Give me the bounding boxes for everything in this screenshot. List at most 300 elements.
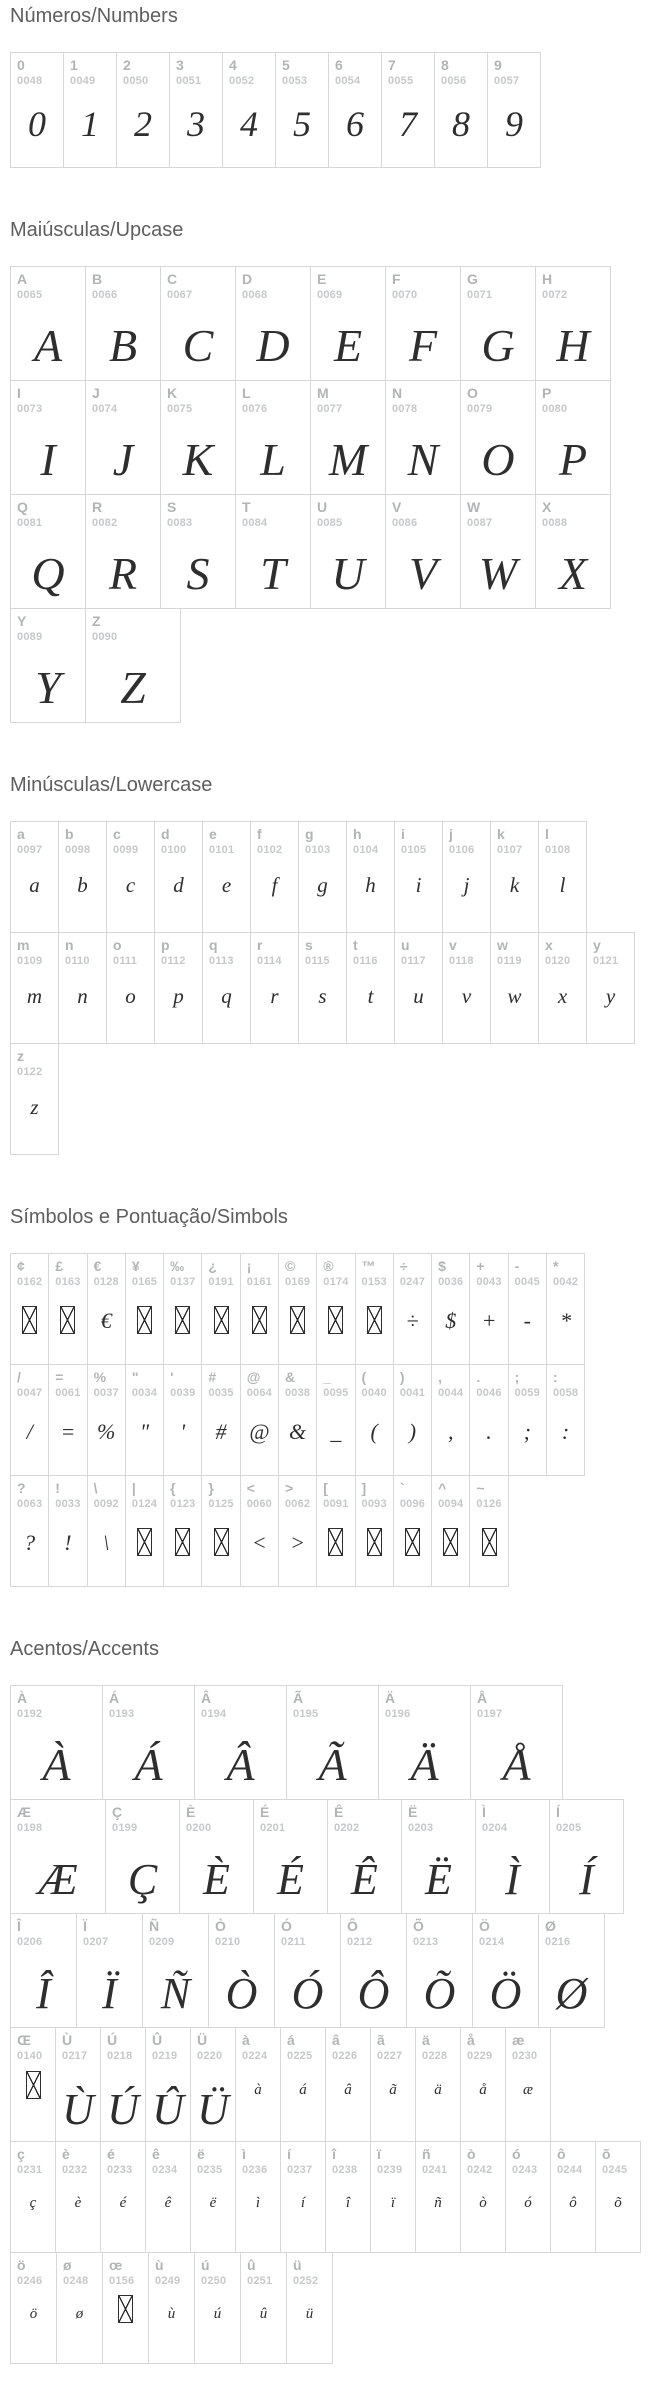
cell-code-label: 0041: [399, 1387, 426, 1399]
cell-char-label: X: [542, 499, 552, 515]
cell-char-label: [: [323, 1480, 328, 1496]
cell-glyph: m: [26, 984, 43, 1008]
glyph-cell-0068: [235, 266, 311, 381]
cell-glyph: ó: [524, 2195, 532, 2211]
cell-glyph: 2: [134, 104, 152, 144]
cell-char-label: ì: [242, 2146, 246, 2162]
cell-code-label: 0087: [467, 517, 493, 529]
cell-code-label: 0227: [377, 2050, 403, 2062]
glyph-cell-0096: [393, 1475, 432, 1587]
cell-char-label: à: [242, 2032, 250, 2048]
cell-char-label: ©: [284, 1258, 296, 1274]
glyph-cell-0067: [160, 266, 236, 381]
glyph-cell-0216: [538, 1913, 605, 2028]
cell-code-label: 0201: [260, 1822, 286, 1834]
cell-char-label: /: [17, 1369, 21, 1385]
cell-char-label: k: [497, 826, 505, 842]
cell-char-label: ®: [323, 1258, 334, 1274]
glyph-cell-0042: [546, 1253, 585, 1365]
glyph-cell-0247: [393, 1253, 432, 1365]
cell-char-label: É: [260, 1804, 270, 1820]
cell-code-label: 0040: [361, 1387, 387, 1399]
missing-glyph-box: [55, 1289, 80, 1364]
notdef-icon: [175, 1528, 190, 1556]
glyph-cell-0093: [355, 1475, 394, 1587]
glyph-cell-0204: [475, 1799, 550, 1914]
cell-char-label: 7: [388, 57, 396, 73]
cell-code-label: 0070: [392, 289, 418, 301]
cell-code-label: 0075: [167, 403, 193, 415]
glyph-cell-0061: [48, 1364, 87, 1476]
glyph-cell-0045: [508, 1253, 547, 1365]
cell-glyph: À: [42, 1739, 71, 1790]
cell-glyph: v: [461, 984, 472, 1008]
cell-char-label: %: [93, 1369, 107, 1385]
cell-glyph: Ú: [107, 2085, 139, 2134]
cell-glyph: B: [108, 320, 138, 371]
cell-glyph: z: [30, 1095, 39, 1119]
cell-char-label: d: [161, 826, 170, 842]
glyph-cell-0192: [10, 1685, 103, 1800]
glyph-cell-0128: [87, 1253, 126, 1365]
cell-glyph: ): [408, 1419, 417, 1444]
cell-code-label: 0128: [93, 1276, 119, 1288]
cell-code-label: 0045: [514, 1276, 540, 1288]
glyph-cell-0053: [275, 52, 329, 168]
cell-code-label: 0161: [246, 1276, 272, 1288]
glyph-cell-0075: [160, 380, 236, 495]
glyph-cell-0062: [278, 1475, 317, 1587]
cell-glyph: A: [33, 320, 63, 371]
cell-glyph: f: [271, 873, 278, 897]
cell-char-label: ö: [17, 2257, 26, 2273]
cell-char-label: :: [552, 1369, 558, 1385]
glyph-cell-0224: [235, 2027, 281, 2142]
notdef-icon: [60, 1306, 75, 1334]
cell-code-label: 0118: [449, 955, 474, 967]
cell-code-label: 0156: [109, 2275, 135, 2287]
cell-glyph: K: [182, 434, 214, 485]
cell-code-label: 0065: [17, 289, 43, 301]
cell-char-label: Â: [201, 1690, 212, 1706]
glyph-cell-0230: [505, 2027, 551, 2142]
cell-glyph: ;: [523, 1419, 531, 1444]
cell-char-label: j: [449, 826, 453, 842]
cell-glyph: N: [407, 434, 439, 485]
glyph-cell-0110: [58, 932, 107, 1044]
cell-char-label: <: [246, 1480, 255, 1496]
cell-char-label: &: [284, 1369, 296, 1385]
glyph-cell-0239: [370, 2141, 416, 2253]
section-title: Números/Numbers: [10, 5, 178, 27]
cell-glyph: 3: [187, 104, 205, 144]
cell-glyph: Ì: [505, 1855, 520, 1904]
cell-char-label: r: [257, 937, 263, 953]
cell-code-label: 0102: [257, 844, 283, 856]
cell-code-label: 0123: [170, 1498, 196, 1510]
notdef-icon: [22, 1306, 37, 1334]
cell-glyph: à: [254, 2082, 262, 2098]
cell-char-label: B: [92, 271, 103, 287]
cell-char-label: =: [55, 1369, 64, 1385]
cell-code-label: 0206: [17, 1936, 43, 1948]
glyph-cell-0199: [105, 1799, 180, 1914]
cell-char-label: b: [65, 826, 74, 842]
cell-code-label: 0229: [467, 2050, 493, 2062]
missing-glyph-box: [476, 1511, 501, 1586]
glyph-cell-0226: [325, 2027, 371, 2142]
character-map: [10, 4, 661, 2364]
missing-glyph-box: [438, 1511, 463, 1586]
missing-glyph-box: [132, 1289, 157, 1364]
glyph-cell-0156: [102, 2252, 149, 2364]
cell-char-label: A: [17, 271, 28, 287]
cell-code-label: 0060: [246, 1498, 272, 1510]
cell-glyph: Ç: [127, 1855, 158, 1904]
cell-glyph: ú: [213, 2306, 222, 2322]
missing-glyph-box: [208, 1511, 233, 1586]
cell-char-label: s: [305, 937, 313, 953]
cell-glyph: ñ: [434, 2195, 442, 2211]
glyph-cell-0069: [310, 266, 386, 381]
cell-code-label: 0213: [413, 1936, 439, 1948]
cell-glyph: è: [74, 2195, 82, 2211]
cell-glyph: >: [290, 1530, 306, 1555]
cell-char-label: 6: [335, 57, 343, 73]
cell-code-label: 0109: [17, 955, 43, 967]
cell-glyph: Û: [152, 2085, 184, 2134]
missing-glyph-box: [208, 1289, 233, 1364]
cell-glyph: <: [251, 1530, 267, 1555]
cell-code-label: 0140: [17, 2050, 43, 2062]
cell-char-label: +: [476, 1258, 485, 1274]
cell-code-label: 0034: [131, 1387, 158, 1399]
section-title: Maiúsculas/Upcase: [10, 219, 184, 241]
glyph-cell-0241: [415, 2141, 461, 2253]
glyph-row: [10, 1475, 661, 1587]
cell-code-label: 0086: [392, 517, 418, 529]
cell-glyph: Ó: [291, 1969, 324, 2018]
cell-char-label: ^: [438, 1480, 447, 1496]
cell-glyph: q: [221, 984, 232, 1008]
cell-glyph: â: [344, 2082, 352, 2098]
glyph-cell-0071: [460, 266, 536, 381]
section-title: Símbolos e Pontuação/Simbols: [10, 1206, 288, 1228]
cell-glyph: S: [186, 548, 210, 599]
cell-code-label: 0207: [83, 1936, 109, 1948]
cell-char-label: 5: [282, 57, 290, 73]
cell-code-label: 0036: [438, 1276, 464, 1288]
cell-code-label: 0089: [17, 631, 43, 643]
cell-char-label: !: [55, 1480, 60, 1496]
cell-char-label: ü: [293, 2257, 302, 2273]
glyph-cell-0203: [401, 1799, 476, 1914]
cell-char-label: a: [17, 826, 25, 842]
cell-code-label: 0090: [92, 631, 118, 643]
cell-glyph: Å: [502, 1739, 531, 1790]
cell-char-label: Ì: [482, 1804, 486, 1820]
cell-char-label: ï: [377, 2146, 381, 2162]
cell-code-label: 0082: [92, 517, 118, 529]
glyph-cell-0169: [278, 1253, 317, 1365]
cell-char-label: i: [401, 826, 405, 842]
cell-glyph: r: [270, 984, 279, 1008]
glyph-cell-0236: [235, 2141, 281, 2253]
cell-code-label: 0097: [17, 844, 43, 856]
cell-char-label: m: [17, 937, 30, 953]
cell-glyph: ': [180, 1419, 186, 1444]
cell-code-label: 0062: [284, 1498, 311, 1510]
glyph-cell-0211: [274, 1913, 341, 2028]
cell-char-label: ô: [557, 2146, 566, 2162]
cell-glyph: Ñ: [160, 1969, 191, 2018]
cell-char-label: R: [92, 499, 103, 515]
cell-char-label: á: [287, 2032, 295, 2048]
cell-code-label: 0093: [361, 1498, 387, 1510]
cell-code-label: 0046: [476, 1387, 502, 1399]
cell-glyph: 4: [240, 104, 258, 144]
cell-char-label: n: [65, 937, 74, 953]
cell-char-label: Q: [17, 499, 28, 515]
cell-glyph: u: [413, 984, 424, 1008]
cell-char-label: Ô: [347, 1918, 358, 1934]
notdef-icon: [367, 1306, 382, 1334]
cell-glyph: Ê: [351, 1855, 378, 1904]
cell-glyph: $: [445, 1308, 457, 1333]
cell-glyph: (: [370, 1419, 378, 1444]
cell-glyph: Ø: [555, 1969, 588, 2018]
cell-code-label: 0063: [17, 1498, 43, 1510]
glyph-cell-0118: [442, 932, 491, 1044]
glyph-cell-0064: [240, 1364, 279, 1476]
cell-glyph: Á: [134, 1739, 163, 1790]
cell-code-label: 0117: [401, 955, 426, 967]
notdef-icon: [252, 1306, 267, 1334]
cell-code-label: 0226: [332, 2050, 358, 2062]
cell-char-label: Í: [556, 1804, 560, 1820]
cell-code-label: 0112: [161, 955, 186, 967]
cell-code-label: 0061: [55, 1387, 81, 1399]
cell-glyph: p: [173, 984, 184, 1008]
missing-glyph-box: [323, 1289, 348, 1364]
glyph-row: [10, 1799, 661, 1914]
cell-char-label: ò: [467, 2146, 476, 2162]
glyph-cell-0191: [201, 1253, 240, 1365]
cell-code-label: 0044: [438, 1387, 464, 1399]
cell-code-label: 0081: [17, 517, 43, 529]
glyph-cell-0038: [278, 1364, 317, 1476]
cell-char-label: q: [209, 937, 218, 953]
cell-char-label: f: [257, 826, 262, 842]
cell-code-label: 0111: [113, 955, 138, 967]
glyph-cell-0196: [378, 1685, 471, 1800]
missing-glyph-box: [132, 1511, 157, 1586]
missing-glyph-box: [17, 1289, 42, 1364]
glyph-cell-0074: [85, 380, 161, 495]
glyph-cell-0048: [10, 52, 64, 168]
cell-glyph: b: [77, 873, 88, 897]
cell-char-label: @: [246, 1369, 261, 1385]
cell-code-label: 0115: [305, 955, 330, 967]
cell-char-label: Ò: [215, 1918, 226, 1934]
glyph-cell-0122: [10, 1043, 59, 1155]
cell-code-label: 0244: [557, 2164, 583, 2176]
cell-char-label: Ù: [62, 2032, 73, 2048]
cell-code-label: 0088: [542, 517, 568, 529]
cell-char-label: y: [593, 937, 601, 953]
cell-code-label: 0073: [17, 403, 43, 415]
cell-char-label: x: [545, 937, 553, 953]
cell-code-label: 0072: [542, 289, 568, 301]
glyph-cell-0060: [240, 1475, 279, 1587]
cell-glyph: -: [523, 1308, 531, 1333]
glyph-cell-0214: [472, 1913, 539, 2028]
glyph-row: [10, 494, 661, 609]
cell-code-label: 0137: [170, 1276, 196, 1288]
cell-glyph: õ: [614, 2195, 622, 2211]
cell-code-label: 0119: [497, 955, 522, 967]
cell-char-label: ;: [514, 1369, 520, 1385]
cell-glyph: 8: [452, 104, 470, 144]
cell-glyph: Í: [579, 1855, 594, 1904]
cell-glyph: ": [139, 1419, 150, 1444]
cell-glyph: w: [507, 984, 522, 1008]
cell-code-label: 0250: [201, 2275, 227, 2287]
cell-char-label: I: [17, 385, 21, 401]
cell-glyph: æ: [522, 2082, 533, 2098]
cell-char-label: Á: [109, 1690, 120, 1706]
glyph-cell-0097: [10, 821, 59, 933]
glyph-cell-0219: [145, 2027, 191, 2142]
notdef-icon: [137, 1306, 152, 1334]
cell-glyph: È: [203, 1855, 230, 1904]
cell-code-label: 0037: [93, 1387, 119, 1399]
cell-code-label: 0074: [92, 403, 118, 415]
cell-code-label: 0218: [107, 2050, 133, 2062]
cell-code-label: 0228: [422, 2050, 448, 2062]
cell-code-label: 0057: [494, 75, 520, 87]
cell-code-label: 0248: [63, 2275, 89, 2287]
glyph-cell-0229: [460, 2027, 506, 2142]
missing-glyph-box: [362, 1289, 387, 1364]
cell-code-label: 0236: [242, 2164, 268, 2176]
glyph-cell-0083: [160, 494, 236, 609]
glyph-row: [10, 1685, 661, 1800]
cell-glyph: X: [558, 548, 588, 599]
cell-char-label: Û: [152, 2032, 163, 2048]
cell-char-label: W: [467, 499, 481, 515]
cell-glyph: .: [486, 1419, 492, 1444]
cell-char-label: K: [167, 385, 178, 401]
glyph-cell-0114: [250, 932, 299, 1044]
cell-glyph: M: [328, 434, 368, 485]
cell-glyph: Ù: [62, 2085, 94, 2134]
glyph-cell-0233: [100, 2141, 146, 2253]
glyph-cell-0040: [355, 1364, 394, 1476]
glyph-cell-0242: [460, 2141, 506, 2253]
missing-glyph-box: [285, 1289, 310, 1364]
cell-char-label: S: [167, 499, 177, 515]
glyph-cell-0111: [106, 932, 155, 1044]
cell-char-label: *: [552, 1258, 559, 1274]
cell-code-label: 0104: [353, 844, 379, 856]
cell-glyph: L: [260, 434, 286, 485]
notdef-icon: [214, 1306, 229, 1334]
cell-glyph: I: [40, 434, 56, 485]
cell-char-label: p: [161, 937, 170, 953]
cell-code-label: 0209: [149, 1936, 175, 1948]
cell-char-label: ]: [361, 1480, 367, 1496]
glyph-cell-0228: [415, 2027, 461, 2142]
glyph-cell-0089: [10, 608, 86, 723]
cell-code-label: 0069: [317, 289, 343, 301]
cell-char-label: ë: [197, 2146, 205, 2162]
cell-glyph: /: [26, 1419, 33, 1444]
cell-code-label: 0048: [17, 75, 43, 87]
notdef-icon: [137, 1528, 152, 1556]
cell-code-label: 0121: [593, 955, 619, 967]
glyph-row: [10, 1043, 661, 1155]
glyph-cell-0235: [190, 2141, 236, 2253]
cell-code-label: 0204: [482, 1822, 508, 1834]
glyph-cell-0090: [85, 608, 181, 723]
cell-glyph: n: [77, 984, 88, 1008]
cell-code-label: 0237: [287, 2164, 313, 2176]
cell-glyph: l: [559, 873, 566, 897]
cell-code-label: 0106: [449, 844, 475, 856]
cell-char-label: Å: [477, 1690, 488, 1706]
glyph-cell-0227: [370, 2027, 416, 2142]
glyph-cell-0070: [385, 266, 461, 381]
cell-code-label: 0083: [167, 517, 193, 529]
glyph-cell-0243: [505, 2141, 551, 2253]
glyph-cell-0201: [253, 1799, 328, 1914]
cell-glyph: 9: [505, 104, 523, 144]
cell-glyph: Æ: [38, 1855, 78, 1904]
glyph-cell-0207: [76, 1913, 143, 2028]
glyph-cell-0238: [325, 2141, 371, 2253]
cell-code-label: 0125: [208, 1498, 234, 1510]
cell-glyph: Y: [35, 662, 61, 713]
missing-glyph-box: [362, 1511, 387, 1586]
cell-char-label: 8: [441, 57, 449, 73]
glyph-cell-0033: [48, 1475, 87, 1587]
notdef-icon: [405, 1528, 420, 1556]
glyph-cell-0234: [145, 2141, 191, 2253]
cell-char-label: `: [399, 1480, 405, 1496]
cell-glyph: c: [125, 873, 136, 897]
notdef-icon: [443, 1528, 458, 1556]
cell-char-label: Ë: [408, 1804, 418, 1820]
glyph-cell-0100: [154, 821, 203, 933]
cell-code-label: 0231: [17, 2164, 43, 2176]
cell-char-label: £: [55, 1258, 64, 1274]
cell-code-label: 0058: [552, 1387, 579, 1399]
cell-code-label: 0232: [62, 2164, 88, 2176]
glyph-cell-0108: [538, 821, 587, 933]
glyph-cell-0063: [10, 1475, 49, 1587]
cell-code-label: 0195: [293, 1708, 319, 1720]
glyph-cell-0086: [385, 494, 461, 609]
cell-char-label: ): [399, 1369, 405, 1385]
cell-code-label: 0234: [152, 2164, 178, 2176]
glyph-cell-0047: [10, 1364, 49, 1476]
cell-code-label: 0101: [209, 844, 235, 856]
glyph-cell-0098: [58, 821, 107, 933]
glyph-cell-0220: [190, 2027, 236, 2142]
cell-glyph: o: [125, 984, 136, 1008]
cell-char-label: M: [317, 385, 329, 401]
